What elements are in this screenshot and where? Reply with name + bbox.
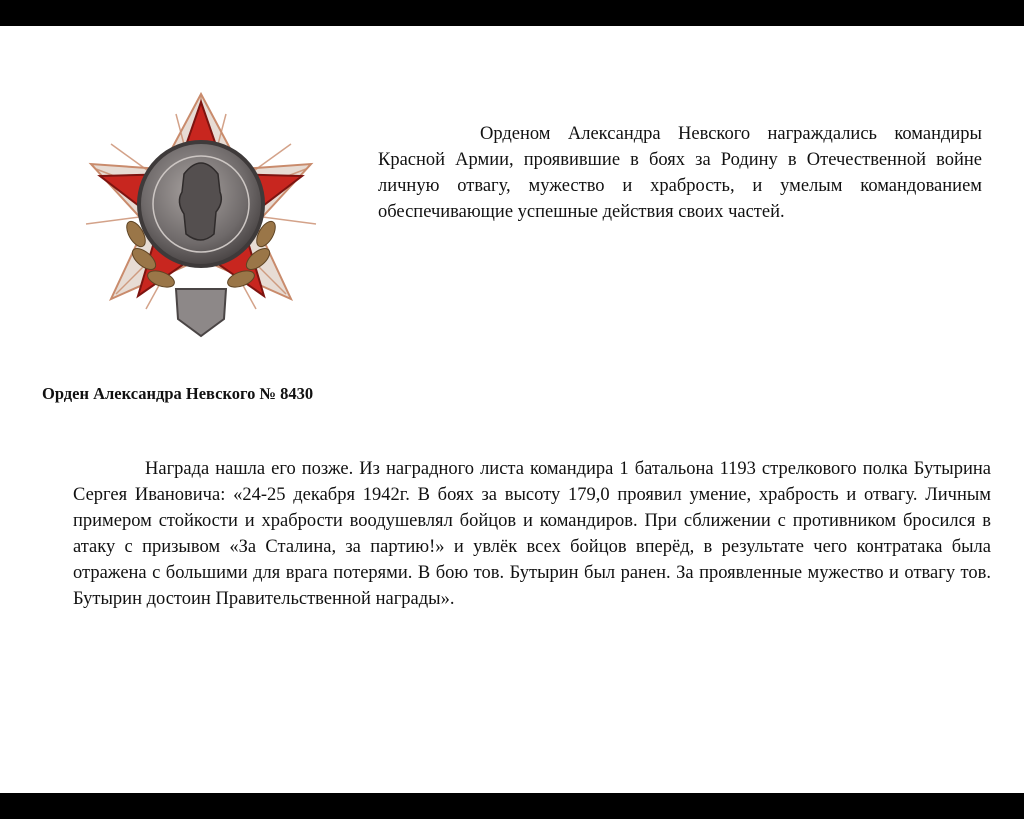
award-citation: Награда нашла его позже. Из наградного листа командира 1 батальона 1193 стрелкового полка Бутырина Сергея Ивановича: «24-25 декабря 1942г. В боях за высоту 179,0 проявил умение, храбрость и отвагу. Личным примером стойкости и храбрости воодушевлял бойцов и командиров. При сближении с противником бросился в атаку с призывом «За Сталина, за партию!» и увлёк всех бойцов вперёд, в результате чего контратака была отражена с большими для врага потерями. В бою тов. Бутырин был ранен. За проявленные мужество и отвагу тов. Бутырин достоин Правительственной награды». bbox=[73, 459, 991, 609]
slide bbox=[0, 26, 1024, 793]
portrait-silhouette bbox=[179, 163, 221, 240]
order-of-alexander-nevsky-icon bbox=[66, 74, 336, 344]
image-caption: Орден Александра Невского № 8430 bbox=[42, 384, 314, 403]
shield bbox=[176, 289, 226, 336]
award-description: Орденом Александра Невского награждались командиры Красной Армии, проявившие в боях за Родину в Отечественной войне личную отвагу, мужество и храбрость, и умелым командованием обеспечивающие успешные действия своих частей. bbox=[378, 124, 982, 222]
